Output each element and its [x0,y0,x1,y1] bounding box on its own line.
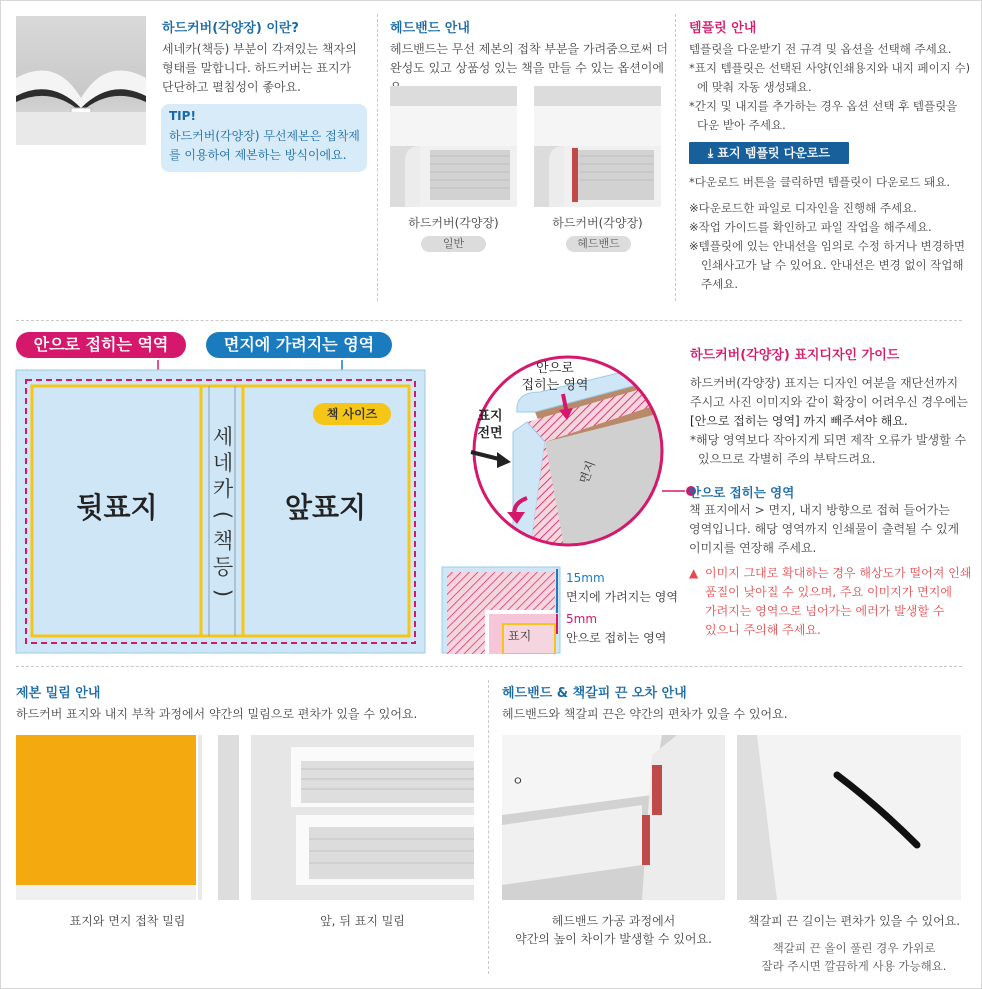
template-after-line: *다운로드 버튼을 클릭하면 템플릿이 다운로드 돼요. [689,175,950,189]
guide-line: 있으므로 각별히 주의 부탁드려요. [698,452,876,466]
fold-area-badge: 안으로 접히는 역역 [16,332,186,358]
warning-line: 가려지는 영역으로 넘어가는 에러가 발생할 수 [705,604,945,618]
error-desc: 헤드밴드와 책갈피 끈은 약간의 편차가 있을 수 있어요. [502,707,788,721]
headband-caption: 하드커버(각양장) [552,216,643,230]
circle-front-line: 표지 [477,409,503,424]
fold-area-desc [689,501,974,558]
circle-front-line: 전면 [477,426,503,441]
template-desc [689,40,974,135]
headband-error-caption [502,912,725,948]
divider [675,14,676,301]
dim-cover-label: 표지 [508,629,532,643]
headband-tag: 일반 [421,236,486,252]
headband-height-photo [502,735,725,900]
template-line: *표지 템플릿은 선택된 사양(인쇄용지와 내지 페이지 수) [689,61,971,75]
template-line: 에 맞춰 자동 생성돼요. [697,80,812,94]
fold-line: 책 표지에서 > 면지, 내지 방향으로 접혀 들어가는 [689,503,950,517]
guide-title: 하드커버(각양장) 표지디자인 가이드 [690,348,900,363]
front-back-shift-photo [251,735,474,900]
spine-char: 책 [212,529,234,553]
tip-box [161,104,367,172]
hardcover-desc [162,40,362,97]
spine-char: 세 [212,425,234,449]
endpaper-area-badge: 면지에 가려지는 영역 [206,332,392,358]
guide-line: 주시고 사진 이미지와 같이 확장이 어려우신 경우에는 [690,395,968,409]
circle-front-label [470,408,510,442]
bookmark-sub-line: 책갈피 끈 올이 풀린 경우 가위로 [772,941,936,955]
dim-15-value: 15mm [566,571,605,585]
back-cover-label: 뒷표지 [76,491,158,524]
binding-caption: 표지와 면지 접착 밀림 [69,914,186,928]
spine-char: ( [211,510,235,520]
dim-5-line [556,614,558,634]
dim-5-label: 안으로 접히는 영역 [566,631,667,645]
guide-desc [690,374,975,469]
tip-label: TIP! [169,109,196,123]
headband-desc-line: 헤드밴드는 무선 제본의 접착 부분을 가려줌으로써 더 [390,42,668,56]
binding-caption: 앞, 뒤 표지 밀림 [320,914,405,928]
template-after [689,173,974,192]
download-icon: ⤓ [707,146,718,160]
template-line: 템플릿을 다운받기 전 규격 및 옵션을 선택해 주세요. [689,42,952,56]
headband-tag: 헤드밴드 [566,236,631,252]
book-size-label: 책 사이즈 [313,403,391,425]
tip-text [169,127,365,165]
fold-line: 이미지를 연장해 주세요. [689,541,817,555]
template-note: 인쇄사고가 날 수 있어요. 안내선은 변경 없이 작업해 [701,258,964,272]
template-note: ※템플릿에 있는 안내선을 임의로 수정 하거나 변경하면 [689,239,965,253]
template-note: ※다운로드한 파일로 디자인을 진행해 주세요. [689,201,917,215]
tip-text-line: 하드커버(각양장) 무선제본은 접착제 [169,129,360,143]
guide-line: 하드커버(각양장) 표지는 디자인 여분을 재단선까지 [690,376,959,390]
warning-icon: ▲ [689,566,699,580]
divider [16,666,962,667]
hardcover-title: 하드커버(각양장) 이란? [162,21,299,36]
spine-char: ) [211,588,235,598]
bookmark-sub-line: 잘라 주시면 깔끔하게 사용 가능해요. [761,959,947,973]
spine-char: 카 [212,477,234,501]
cover-endpaper-shift-photo [16,735,239,900]
template-title: 템플릿 안내 [689,21,757,36]
spine-char: 등 [212,555,234,579]
template-download-label: 표지 템플릿 다운로드 [717,146,831,160]
template-line: 다운 받아 주세요. [697,118,786,132]
circle-fold-label [520,360,590,394]
dim-15-label: 면지에 가려지는 영역 [566,590,678,604]
divider [488,680,489,974]
template-note: ※작업 가이드를 확인하고 파일 작업을 해주세요. [689,220,932,234]
divider [16,320,962,321]
svg-text:ㅇ: ㅇ [512,774,524,788]
hardcover-desc-line: 단단하고 펼침성이 좋아요. [162,80,301,94]
circle-fold-line: 접히는 영역 [521,378,589,393]
template-notes [689,199,974,294]
fold-area-title: 안으로 접히는 영역 [689,485,795,500]
spine-label [203,424,243,606]
warning-text [705,564,975,640]
hardcover-desc-line: 세네카(책등) 부분이 각져있는 책자의 [162,42,357,56]
warning-line: 있으니 주의해 주세요. [705,623,821,637]
binding-title: 제본 밀림 안내 [16,686,101,701]
template-line: *간지 및 내지를 추가하는 경우 옵션 선택 후 템플릿을 [689,99,958,113]
error-title: 헤드밴드 & 책갈피 끈 오차 안내 [502,686,687,701]
bookmark-ribbon-photo [737,735,961,900]
hardcover-open-book-photo [16,16,146,145]
dimension-diagram [441,566,561,654]
bookmark-caption: 책갈피 끈 길이는 편차가 있을 수 있어요. [747,914,961,928]
headband-error-caption-line: 헤드밴드 가공 과정에서 [551,914,676,928]
fold-line: 영역입니다. 해당 영역까지 인쇄물이 출력될 수 있게 [689,522,960,536]
template-note: 주세요. [701,277,738,291]
headband-title: 헤드밴드 안내 [390,21,470,36]
headband-desc-line: 완성도 있고 상품성 있는 책을 만들 수 있는 옵션이에 [390,61,664,75]
warning-line: 품질이 낮아질 수 있으며, 주요 이미지가 면지에 [705,585,952,599]
tip-text-line: 를 이용하여 제본하는 방식이에요. [169,148,347,162]
dim-15-line [556,569,558,613]
divider [377,14,378,301]
bookmark-sub-caption [737,939,971,975]
guide-line: *해당 영역보다 작아지게 되면 제작 오류가 발생할 수 [690,433,967,447]
hardcover-desc-line: 형태를 말합니다. 하드커버는 표지가 [162,61,352,75]
binding-desc: 하드커버 표지와 내지 부착 과정에서 약간의 밀림으로 편차가 있을 수 있어요. [16,707,418,721]
circle-fold-line: 안으로 [536,361,574,376]
front-cover-label: 앞표지 [284,491,367,524]
dim-5-value: 5mm [566,612,598,626]
guide-line: [안으로 접히는 영역] 까지 빼주셔야 해요. [690,414,908,428]
headband-error-caption-line: 약간의 높이 차이가 발생할 수 있어요. [515,932,712,946]
template-download-button[interactable] [689,142,849,164]
warning-line: 이미지 그대로 확대하는 경우 해상도가 떨어져 인쇄 [705,566,972,580]
headband-normal-photo [390,86,517,207]
circle-endpaper-label: 면지 [576,458,598,486]
headband-applied-photo [534,86,661,207]
spine-char: 네 [212,451,234,475]
headband-caption: 하드커버(각양장) [408,216,499,230]
